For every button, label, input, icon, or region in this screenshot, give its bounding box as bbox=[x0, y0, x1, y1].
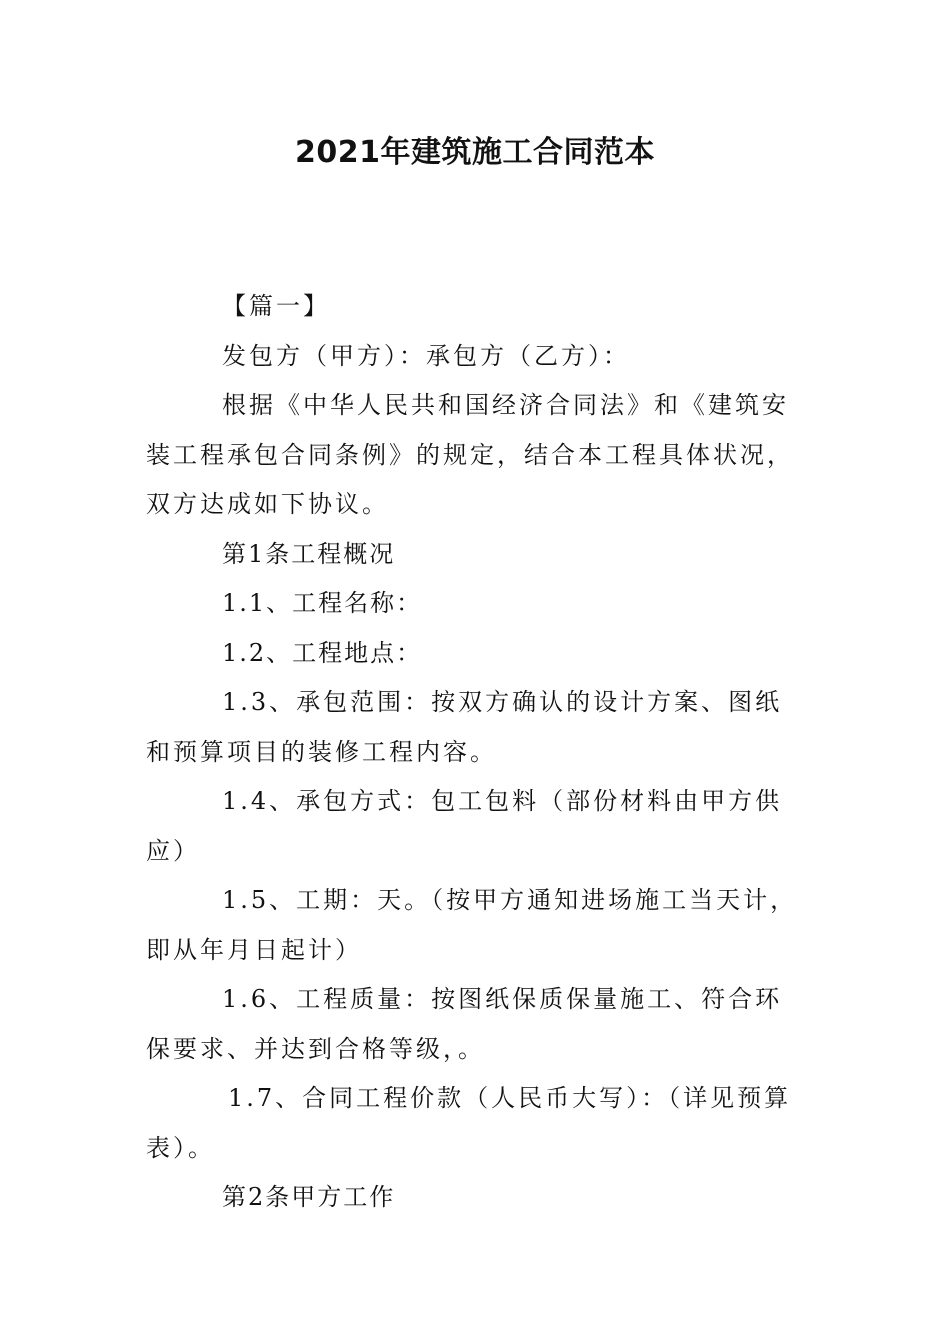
clause-item: 1.4、承包方式：包工包料（部份材料由甲方供应） bbox=[146, 787, 783, 865]
clause-item: 1.6、工程质量：按图纸保质保量施工、符合环保要求、并达到合格等级，。 bbox=[146, 985, 783, 1063]
clause-item: 1.3、承包范围：按双方确认的设计方案、图纸和预算项目的装修工程内容。 bbox=[146, 688, 783, 766]
article-heading: 第1条工程概况 bbox=[222, 539, 396, 568]
clause-item: 1.7、合同工程价款（人民币大写）：（详见预算表）。 bbox=[146, 1084, 792, 1162]
document-body bbox=[146, 282, 806, 1223]
document-title: 2021年建筑施工合同范本 bbox=[295, 135, 655, 170]
article-heading: 第2条甲方工作 bbox=[222, 1183, 396, 1211]
clause-item: 1.1、工程名称： bbox=[222, 589, 423, 617]
section-heading: 【篇一】 bbox=[222, 292, 330, 320]
parties-line: 发包方（甲方）：承包方（乙方）： bbox=[222, 341, 630, 370]
clause-item: 1.5、工期：天。（按甲方通知进场施工当天计，即从年月日起计） bbox=[146, 886, 798, 964]
preamble-paragraph: 根据《中华人民共和国经济合同法》和《建筑安装工程承包合同条例》的规定，结合本工程具体状况，双方达成如下协议。 bbox=[146, 391, 794, 518]
clause-item: 1.2、工程地点： bbox=[222, 638, 423, 667]
